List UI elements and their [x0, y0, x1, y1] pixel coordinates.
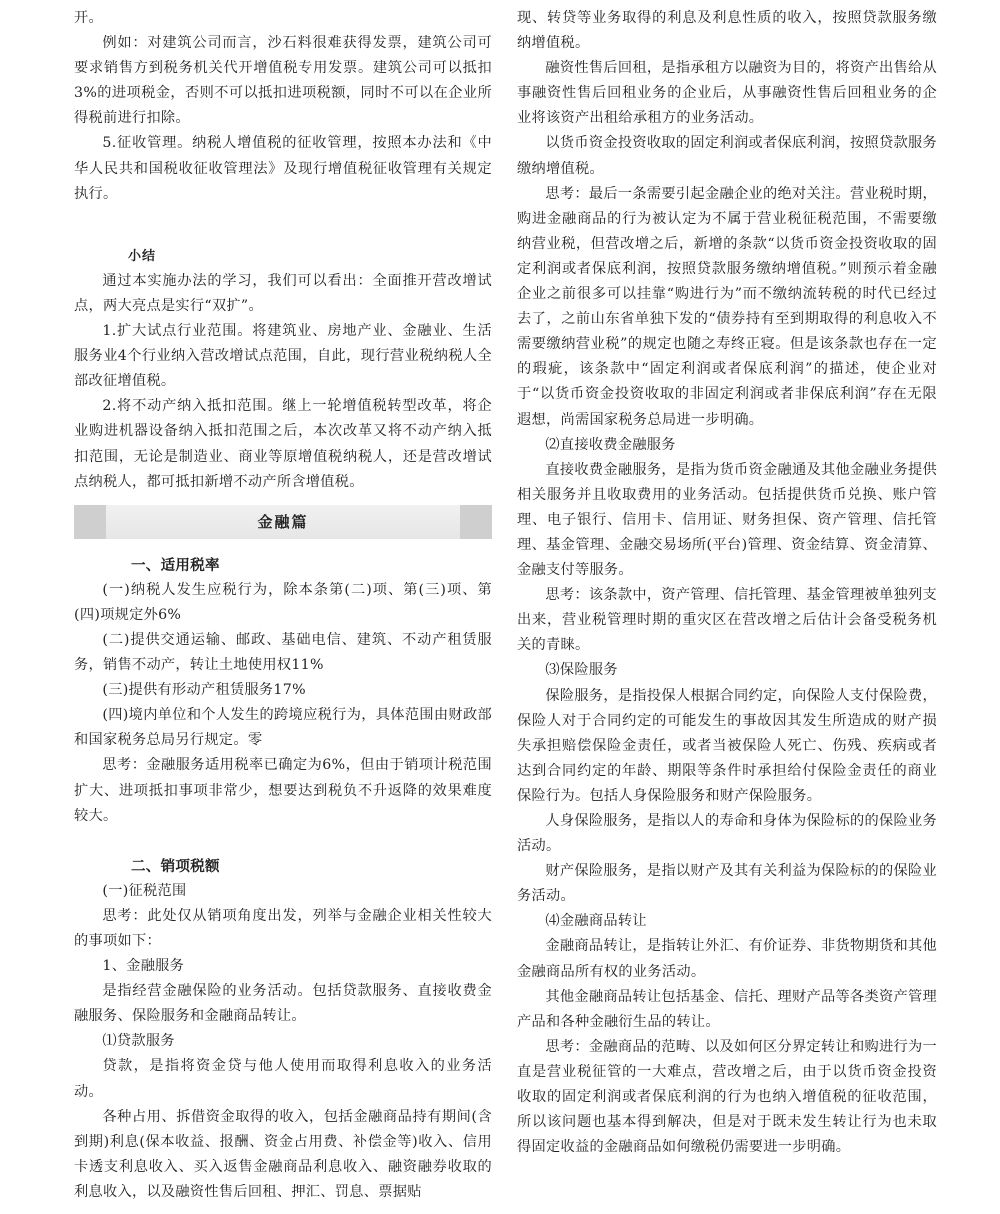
paragraph: 融资性售后回租，是指承租方以融资为目的，将资产出售给从事融资性售后回租业务的企业后，从事融资性售后回租业务的企业将该资产出租给承租方的业务活动。 [517, 60, 937, 127]
paragraph: 人身保险服务，是指以人的寿命和身体为保险标的的保险业务活动。 [517, 813, 937, 855]
left-column [74, 6, 492, 1205]
paragraph: 开。 [74, 10, 103, 26]
paragraph: 思考：该条款中，资产管理、信托管理、基金管理被单独列支出来，营业税管理时期的重灾区在营改增之后估计会备受税务机关的青睐。 [517, 587, 937, 654]
paragraph: ⑴贷款服务 [102, 1033, 175, 1050]
paragraph: 财产保险服务，是指以财产及其有关利益为保险标的的保险业务活动。 [517, 863, 937, 905]
paragraph: 是指经营金融保险的业务活动。包括贷款服务、直接收费金融服务、保险服务和金融商品转让。 [74, 983, 492, 1025]
section-heading: 一、适用税率 [131, 556, 220, 574]
paragraph: ⑵直接收费金融服务 [545, 436, 676, 453]
paragraph: 5.征收管理。纳税人增值税的征收管理，按照本办法和《中华人民共和国税收征收管理法》及现行增值税征收管理有关规定执行。 [74, 135, 492, 202]
paragraph: ⑶保险服务 [545, 662, 618, 679]
paragraph: (一)征税范围 [102, 882, 187, 899]
paragraph: 直接收费金融服务，是指为货币资金融通及其他金融业务提供相关服务并且收取费用的业务活动。包括提供货币兑换、账户管理、电子银行、信用卡、信用证、财务担保、资产管理、信托管理、基金管理、金融交易场所(平台)管理、资金结算、资金清算、金融支付等服务。 [517, 461, 937, 579]
paragraph: 保险服务，是指投保人根据合同约定，向保险人支付保险费，保险人对于合同约定的可能发生的事故因其发生所造成的财产损失承担赔偿保险金责任，或者当被保险人死亡、伤残、疾病或者达到合同约定的年龄、期限等条件时承担给付保险金责任的商业保险行为。包括人身保险服务和财产保险服务。 [517, 687, 937, 804]
paragraph: 2.将不动产纳入抵扣范围。继上一轮增值税转型改革，将企业购进机器设备纳入抵扣范围之后，本次改革又将不动产纳入抵扣范围，无论是制造业、商业等原增值税纳税人，还是营改增试点纳税人，都可抵扣新增不动产所含增值税。 [74, 398, 492, 490]
spacer [74, 829, 492, 854]
paragraph: (三)提供有形动产租赁服务17% [102, 682, 306, 699]
section-heading: 二、销项税额 [131, 857, 220, 875]
spacer [74, 207, 492, 232]
banner-title: 金融篇 [257, 512, 309, 531]
paragraph: (一)纳税人发生应税行为，除本条第(二)项、第(三)项、第(四)项规定外6% [74, 581, 492, 623]
paragraph: 思考：金融服务适用税率已确定为6%，但由于销项计税范围扩大、进项抵扣事项非常少，想要达到税负不升返降的效果难度较大。 [74, 757, 492, 824]
paragraph: 现、转贷等业务取得的利息及利息性质的收入，按照贷款服务缴纳增值税。 [517, 10, 937, 52]
paragraph: 以货币资金投资收取的固定利润或者保底利润，按照贷款服务缴纳增值税。 [517, 135, 937, 177]
paragraph: 例如：对建筑公司而言，沙石料很难获得发票，建筑公司可要求销售方到税务机关代开增值税专用发票。建筑公司可以抵扣3%的进项税金，否则不可以抵扣进项税额，同时不可以在企业所得税前进行扣除。 [74, 35, 492, 127]
summary-title: 小结 [128, 248, 157, 264]
paragraph: 思考：此处仅从销项角度出发，列举与金融企业相关性较大的事项如下： [74, 907, 492, 949]
paragraph: 1、金融服务 [102, 958, 185, 975]
paragraph: (二)提供交通运输、邮政、基础电信、建筑、不动产租赁服务，销售不动产，转让土地使用权11% [74, 631, 492, 674]
paragraph: 各种占用、拆借资金取得的收入，包括金融商品持有期间(含到期)利息(保本收益、报酬、资金占用费、补偿金等)收入、信用卡透支利息收入、买入返售金融商品利息收入、融资融券收取的利息收入，以及融资性售后回租、押汇、罚息、票据贴 [74, 1108, 492, 1200]
paragraph: 1.扩大试点行业范围。将建筑业、房地产业、金融业、生活服务业4个行业纳入营改增试点范围，自此，现行营业税纳税人全部改征增值税。 [74, 323, 492, 390]
right-column [517, 6, 937, 1160]
paragraph: ⑷金融商品转让 [545, 913, 647, 930]
paragraph: 其他金融商品转让包括基金、信托、理财产品等各类资产管理产品和各种金融衍生品的转让。 [517, 988, 937, 1030]
section-banner [74, 505, 492, 539]
paragraph: (四)境内单位和个人发生的跨境应税行为，具体范围由财政部和国家税务总局另行规定。零 [74, 707, 492, 749]
paragraph: 金融商品转让，是指转让外汇、有价证券、非货物期货和其他金融商品所有权的业务活动。 [517, 938, 937, 980]
spacer [74, 232, 492, 244]
paragraph: 思考：金融商品的范畴、以及如何区分界定转让和购进行为一直是营业税征管的一大难点，营改增之后，由于以货币资金投资收取的固定利润或者保底利润的行为也纳入增值税的征收范围，所以该问题也基本得到解决，但是对于既未发生转让行为也未取得固定收益的金融商品如何缴税仍需要进一步明确。 [517, 1038, 937, 1156]
paragraph: 思考：最后一条需要引起金融企业的绝对关注。营业税时期，购进金融商品的行为被认定为不属于营业税征税范围，不需要缴纳营业税，但营改增之后，新增的条款“以货币资金投资收取的固定利润或者保底利润，按照贷款服务缴纳增值税。”则预示着金融企业之前很多可以挂靠“购进行为”而不缴纳流转税的时代已经过去了，之前山东省单独下发的“债券持有至到期取得的利息收入不需要缴纳营业税”的规定也随之寿终正寝。但是该条款也存在一定的瑕疵，该条款中“固定利润或者保底利润”的描述，使企业对于“以货币资金投资收取的非固定利润或者非保底利润”存在无限遐想，尚需国家税务总局进一步明确。 [517, 185, 937, 428]
paragraph: 贷款，是指将资金贷与他人使用而取得利息收入的业务活动。 [74, 1058, 492, 1100]
paragraph: 通过本实施办法的学习，我们可以看出：全面推开营改增试点，两大亮点是实行“双扩”。 [74, 272, 492, 314]
